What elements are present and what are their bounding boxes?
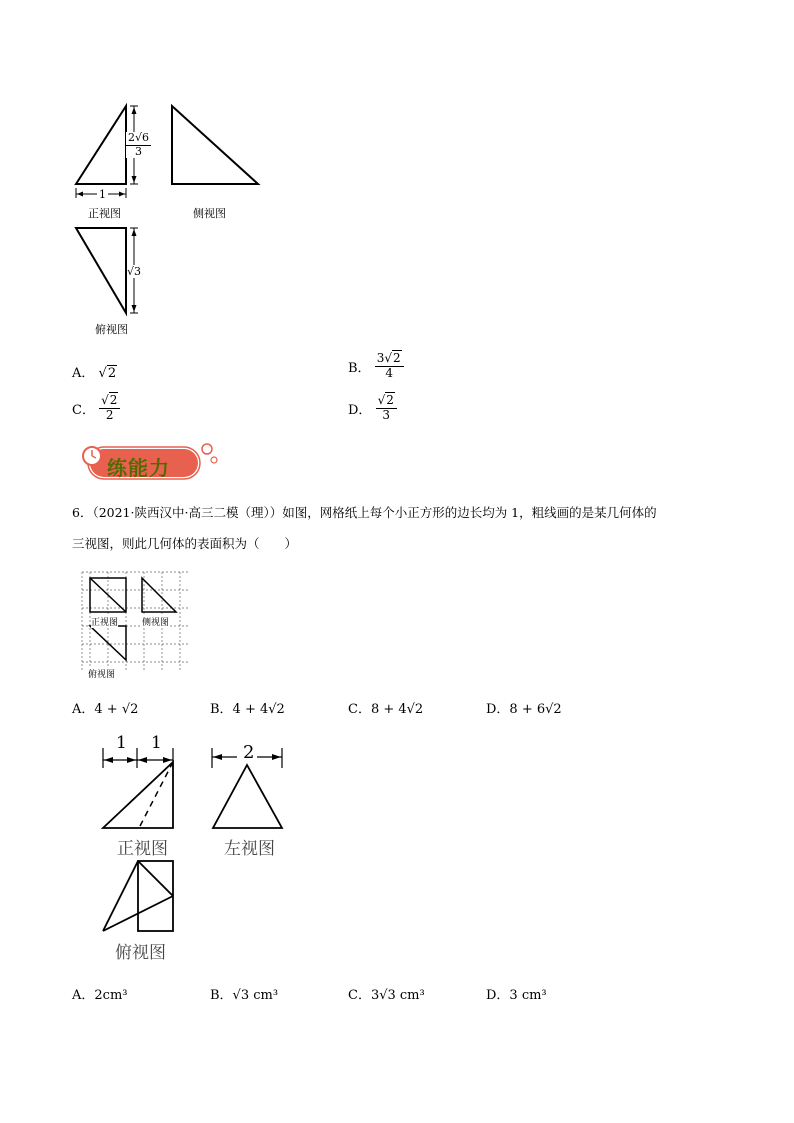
label-front-view: 正视图 <box>117 839 168 859</box>
label-front-view: 正视图 <box>88 207 121 220</box>
radicand: 2 <box>107 366 117 381</box>
decor-circle-large <box>202 444 212 454</box>
q7-option-c[interactable]: C．3√3 cm³ <box>348 988 425 1003</box>
denominator: 3 <box>382 407 391 422</box>
q7-option-d[interactable]: D．3 cm³ <box>486 988 547 1003</box>
q6-option-d[interactable]: D．8 + 6√2 <box>486 702 562 717</box>
option-letter: A． <box>72 366 95 381</box>
q5-option-c[interactable] <box>72 394 120 423</box>
label-side-view: 侧视图 <box>193 207 226 220</box>
left-view-triangle <box>213 765 282 828</box>
side-view-triangle <box>172 106 258 184</box>
radicand: 2 <box>386 393 394 407</box>
dim-1b-label: 1 <box>151 733 162 753</box>
label-top-view: 俯视图 <box>95 323 128 336</box>
top-view-square <box>138 861 173 931</box>
coefficient: 3 <box>376 351 385 365</box>
radicand: 2 <box>393 351 401 365</box>
q5-option-a[interactable] <box>72 362 117 381</box>
q6-option-a[interactable]: A．4 + √2 <box>72 702 139 717</box>
q6-stem-line2: 三视图，则此几何体的表面积为（ ） <box>72 536 298 551</box>
denominator: 2 <box>105 407 114 422</box>
q5-option-d[interactable] <box>348 394 397 423</box>
fraction: $\frac{√2}{3}$ <box>376 394 397 423</box>
q6-option-c[interactable]: C．8 + 4√2 <box>348 702 424 717</box>
section-banner-title: 练能力 <box>107 456 170 480</box>
q6-stem-line1: 6．（2021·陕西汉中·高三二模（理））如图，网格纸上每个小正方形的边长均为 1，粗线画的是某几何体的 <box>72 505 657 520</box>
fraction: $\frac{3√2}{4}$ <box>375 352 404 381</box>
grid-label-front: 正视图 <box>91 615 118 628</box>
q5-option-b[interactable] <box>348 352 404 381</box>
q7-option-a[interactable]: A．2cm³ <box>72 988 128 1003</box>
grid-label-side: 侧视图 <box>142 615 169 628</box>
dim-width-label: 1 <box>99 188 106 201</box>
dim-1a-label: 1 <box>116 733 127 753</box>
front-view-triangle <box>103 762 173 828</box>
grid-label-top: 俯视图 <box>88 667 115 680</box>
dim-numerator: 2√6 <box>128 131 150 144</box>
option-letter: C． <box>72 402 95 418</box>
q7-option-b[interactable]: B．√3 cm³ <box>210 988 279 1003</box>
dim-sqrt3-label: √3 <box>127 265 142 278</box>
dim-2-label: 2 <box>243 742 255 763</box>
decor-circle-small <box>211 457 217 463</box>
label-top-view: 俯视图 <box>115 943 166 963</box>
top-view-triangle <box>76 228 126 313</box>
radicand: 2 <box>109 393 118 407</box>
option-letter: B． <box>348 360 371 376</box>
fraction: $\frac{√2}{2}$ <box>99 394 120 423</box>
dim-denominator: 3 <box>135 144 142 158</box>
label-left-view: 左视图 <box>224 839 275 859</box>
dim-height-fraction <box>126 132 151 158</box>
sqrt-sign: √ <box>98 366 107 381</box>
option-letter: D． <box>348 402 372 418</box>
front-view-triangle <box>76 106 126 184</box>
q6-option-b[interactable]: B．4 + 4√2 <box>210 702 285 717</box>
denominator: 4 <box>385 365 393 380</box>
